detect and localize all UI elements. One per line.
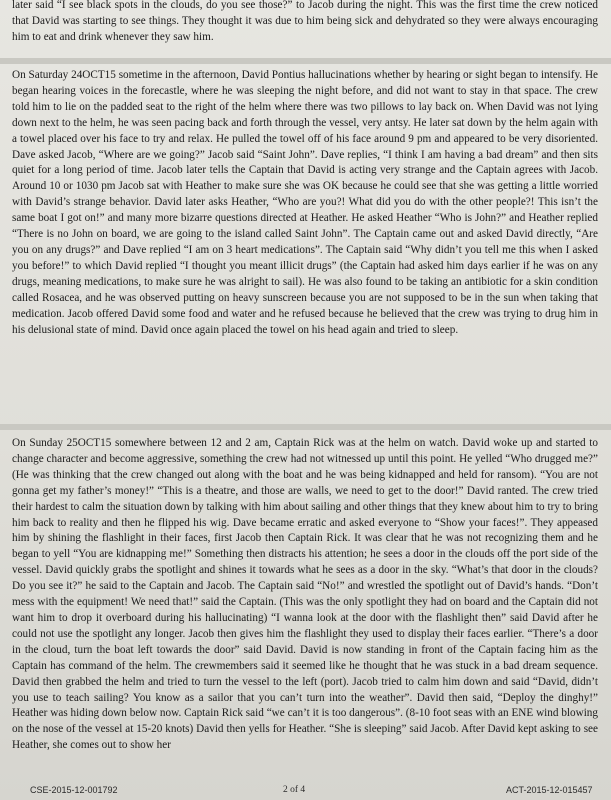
case-number-footer: CSE-2015-12-001792 — [30, 785, 118, 795]
paragraph-saturday: On Saturday 24OCT15 sometime in the afternoon, David Pontius hallucinations whether by hearing or sight began to intensify. He began hearing voices in the forecastle, where he was sleeping the night before, and did not want to stay in that space. The crew told him to lie on the padded seat to the right of the helm where there was two pillows to lay back on. When David was not lying down next to the helm, he was seen pacing back and forth through the vessel, very antsy. He later sat down by the helm again with a towel placed over his face to try and relax. He pulled the towel off of his face around 9 pm and appeared to be very disoriented. Dave asked Jacob, “Where are we going?” Jacob said “Saint John”. Dave replies, “I think I am having a bad dream” and then sits quiet for a long period of time. Jacob later tells the Captain that David is acting very strange and the Captain agrees with Jacob. Around 10 or 1030 pm Jacob sat with Heather to make sure she was OK because he could see that she was getting a little worried with David’s strange behavior. David later asks Heather, “Who are you?! What did you do with the other people?! This isn’t the same boat I got on!” and many more bizarre questions directed at Heather. He asked Heather “Who is John?” and Heather replied “There is no John on board, we are going to the island called Saint John”. The Captain came out and asked David directly, “Are you on any drugs?” and Dave replied “I am on 3 heart medications”. The Captain said “Why didn’t you tell me this when I asked you before!” to which David replied “I thought you meant illicit drugs” (the Captain had asked him days earlier if he was on any drugs, meaning medications, to make sure he was alright to sail). He was also found to be taking an antibiotic for a skin condition called Rosacea, and he was observed putting on heavy sunscreen because you are not supposed to be in the sun when taking that medication. Jacob offered David some food and water and he refused because he believed that the crew was trying to drug him in his delusional state of mind. David once again placed the towel on his head again and tried to sleep. — [12, 69, 598, 336]
activity-number-footer: ACT-2015-12-015457 — [506, 785, 593, 795]
page-number: 2 of 4 — [283, 785, 306, 795]
paragraph-gap — [0, 424, 611, 430]
paragraph-gap — [0, 58, 611, 64]
paragraph-continuation: later said “I see black spots in the clouds, do you see those?” to Jacob during the night. This was the first time the crew noticed that David was starting to see things. They thought it was due to him being sick and dehydrated so they were always encouraging him to eat and drink whenever they saw him. — [12, 0, 598, 43]
paragraph-sunday: On Sunday 25OCT15 somewhere between 12 and 2 am, Captain Rick was at the helm on watch. David woke up and started to change character and become aggressive, something the crew had not witnessed up until this point. He yelled “Who drugged me?” (He was thinking that the crew changed out along with the boat and he was being kidnapped and held for ransom). “You are not gonna get my father’s money!” “This is a theatre, and those are walls, we need to get to the door!” David ranted. The crew tried their hardest to calm the situation down by talking with him about sailing and other things that they knew about him to try to bring him back to reality and then he flipped his wig. Dave became erratic and asked everyone to “Show your faces!”. They appeased him by shining the flashlight in their faces, first Jacob then Captain Rick. It was clear that he was not recognizing them and he began to yell “You are kidnapping me!” Something then distracts his attention; he sees a door in the clouds off the port side of the vessel. David quickly grabs the spotlight and shines it towards what he sees as a door in the sky. “What’s that door in the clouds? Do you see it?” he said to the Captain and Jacob. The Captain said “No!” and wrestled the spotlight out of David’s hands. “Don’t mess with the equipment! We need that!” said the Captain. (This was the only spotlight they had on board and the Captain did not want him to drop it overboard during his hallucinating) “I wanna look at the door with the flashlight then” said David after he could not use the spotlight any longer. Jacob then gives him the flashlight they used to display their faces earlier. “There’s a door in the cloud, turn the boat left towards the door” said David. David is now standing in front of the Captain facing him as the Captain has command of the helm. The crewmembers said it seemed like he thought that he was stuck in a bad dream sequence. David then grabbed the helm and tried to turn the vessel to the left (port). Jacob tried to calm him down and said “David, didn’t you use to teach sailing? You know as a sailor that you can’t turn into the weather”. David then said, “Deploy the dinghy!” Heather was hiding down below now. Captain Rick said “we can’t it is too dangerous”. (8-10 foot seas with an ENE wind blowing on the nose of the vessel at 15-20 knots) David then yells for Heather. “She is sleeping” said Jacob. After David kept asking to see Heather, she comes out to show her — [12, 437, 598, 752]
